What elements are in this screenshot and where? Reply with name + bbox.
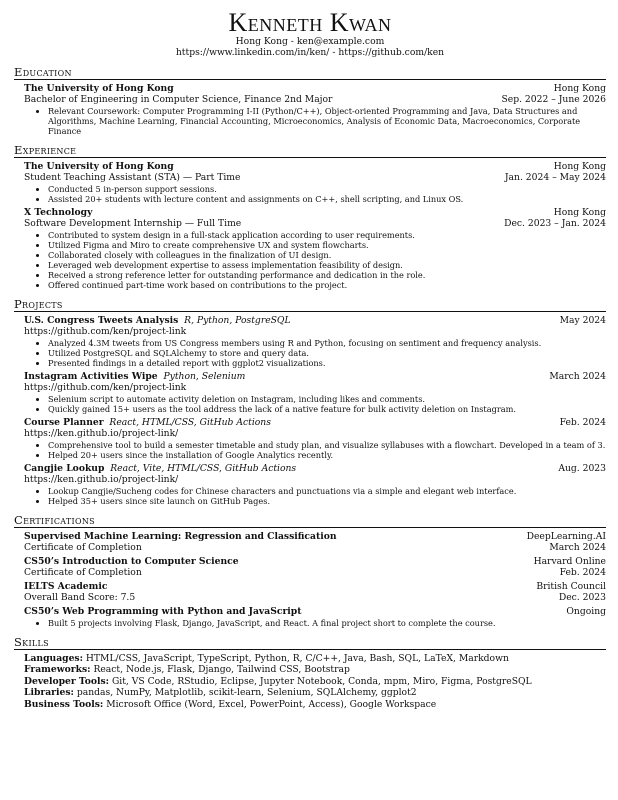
project-name: U.S. Congress Tweets Analysis bbox=[24, 315, 179, 326]
section-title-education: Education bbox=[14, 66, 606, 80]
resume-header bbox=[14, 10, 606, 58]
skill-line bbox=[24, 699, 606, 710]
certification-entry bbox=[14, 581, 606, 603]
candidate-name: Kenneth Kwan bbox=[228, 8, 392, 37]
project-link[interactable]: https://ken.github.io/project-link/ bbox=[24, 428, 179, 439]
experience-role: Student Teaching Assistant (STA) — Part Time bbox=[24, 172, 241, 183]
certification-bullet: • Built 5 projects involving Flask, Django, JavaScript, and React. A final project short to complete the course. bbox=[48, 618, 606, 628]
project-tech: React, Vite, HTML/CSS, GitHub Actions bbox=[110, 463, 297, 474]
skill-value: React, Node.js, Flask, Django, Tailwind CSS, Bootstrap bbox=[93, 664, 350, 676]
certification-date: Dec. 2023 bbox=[558, 592, 606, 603]
skills-section bbox=[14, 636, 606, 710]
links-line: https://www.linkedin.com/in/ken/ - https://github.com/ken bbox=[175, 47, 445, 58]
skill-label: Libraries: bbox=[24, 687, 74, 699]
experience-bullet: • Received a strong reference letter for outstanding performance and dedication in the role. bbox=[48, 270, 606, 280]
project-entry bbox=[14, 417, 606, 460]
project-bullet: • Helped 35+ users since site launch on GitHub Pages. bbox=[48, 496, 606, 506]
experience-bullet: • Contributed to system design in a full-stack application according to user requirements. bbox=[48, 230, 606, 240]
skill-line bbox=[24, 676, 606, 687]
project-bullet: • Quickly gained 15+ users as the tool address the lack of a native feature for bulk activity deletion on Instagram. bbox=[48, 404, 606, 414]
project-date: Aug. 2023 bbox=[558, 463, 606, 474]
certification-detail: Certificate of Completion bbox=[24, 542, 142, 553]
experience-location: Hong Kong bbox=[553, 161, 606, 172]
school-name: The University of Hong Kong bbox=[24, 83, 174, 94]
certification-detail: Certificate of Completion bbox=[24, 567, 142, 578]
certification-date: March 2024 bbox=[549, 542, 606, 553]
education-section bbox=[14, 66, 606, 136]
project-name: Instagram Activities Wipe bbox=[24, 371, 158, 382]
certification-issuer: DeepLearning.AI bbox=[526, 531, 606, 542]
experience-role: Software Development Internship — Full Time bbox=[24, 218, 242, 229]
section-title-projects: Projects bbox=[14, 298, 606, 312]
experience-bullet: • Conducted 5 in-person support sessions. bbox=[48, 184, 606, 194]
project-date: March 2024 bbox=[549, 371, 606, 382]
skill-value: pandas, NumPy, Matplotlib, scikit-learn, Selenium, SQLAlchemy, ggplot2 bbox=[76, 687, 417, 699]
experience-entry bbox=[14, 161, 606, 204]
skill-value: Microsoft Office (Word, Excel, PowerPoint, Access), Google Workspace bbox=[106, 698, 437, 710]
certification-status: Ongoing bbox=[566, 606, 606, 617]
skill-value: HTML/CSS, JavaScript, TypeScript, Python, R, C/C++, Java, Bash, SQL, LaTeX, Markdown bbox=[85, 653, 509, 664]
experience-dates: Dec. 2023 – Jan. 2024 bbox=[504, 218, 606, 229]
coursework: • Relevant Coursework: Computer Programming I-II (Python/C++), Object-oriented Programming and Java, Data Structures and Algorithms, Machine Learning, Financial Accounting, Microeconomics, Analysis of Economic Data, Macroeconomics, Corporate Finance bbox=[48, 106, 606, 136]
project-bullet: • Helped 20+ users since the installation of Google Analytics recently. bbox=[48, 450, 606, 460]
certification-name: CS50’s Web Programming with Python and JavaScript bbox=[24, 606, 302, 617]
certification-name: CS50’s Introduction to Computer Science bbox=[24, 556, 239, 567]
certifications-section bbox=[14, 514, 606, 628]
project-bullet: • Selenium script to automate activity deletion on Instagram, including likes and comments. bbox=[48, 394, 606, 404]
skill-label: Frameworks: bbox=[24, 664, 91, 676]
project-bullet: • Utilized PostgreSQL and SQLAlchemy to store and query data. bbox=[48, 348, 606, 358]
contact-line: Hong Kong - ken@example.com bbox=[235, 36, 385, 47]
section-title-certifications: Certifications bbox=[14, 514, 606, 528]
experience-bullet: • Offered continued part-time work based on contributions to the project. bbox=[48, 280, 606, 290]
project-name: Cangjie Lookup bbox=[24, 463, 105, 474]
project-date: May 2024 bbox=[559, 315, 606, 326]
certification-issuer: British Council bbox=[536, 581, 606, 592]
certification-issuer: Harvard Online bbox=[533, 556, 606, 567]
project-bullet: • Comprehensive tool to build a semester timetable and study plan, and visualize syllabuses with a flowchart. Developed in a team of 3. bbox=[48, 440, 606, 450]
certification-detail: Overall Band Score: 7.5 bbox=[24, 592, 136, 603]
certification-date: Feb. 2024 bbox=[559, 567, 606, 578]
skill-label: Business Tools: bbox=[24, 698, 104, 710]
skill-label: Languages: bbox=[24, 653, 83, 664]
project-tech: R, Python, PostgreSQL bbox=[184, 315, 291, 326]
education-dates: Sep. 2022 – June 2026 bbox=[501, 94, 606, 105]
project-entry bbox=[14, 315, 606, 368]
project-entry bbox=[14, 463, 606, 506]
experience-org: The University of Hong Kong bbox=[24, 161, 174, 172]
skill-label: Developer Tools: bbox=[24, 675, 110, 687]
degree: Bachelor of Engineering in Computer Science, Finance 2nd Major bbox=[24, 94, 333, 105]
certification-name: IELTS Academic bbox=[24, 581, 108, 592]
experience-dates: Jan. 2024 – May 2024 bbox=[504, 172, 606, 183]
project-link[interactable]: https://ken.github.io/project-link/ bbox=[24, 474, 179, 485]
certification-entry bbox=[14, 556, 606, 578]
project-tech: Python, Selenium bbox=[163, 371, 246, 382]
experience-bullet: • Assisted 20+ students with lecture content and assignments on C++, shell scripting, and Linux OS. bbox=[48, 194, 606, 204]
experience-org: X Technology bbox=[24, 207, 93, 218]
project-entry bbox=[14, 371, 606, 414]
project-bullet: • Presented findings in a detailed report with ggplot2 visualizations. bbox=[48, 358, 606, 368]
resume-page bbox=[14, 10, 606, 710]
project-link[interactable]: https://github.com/ken/project-link bbox=[24, 326, 187, 337]
certification-entry bbox=[14, 606, 606, 628]
skills-list bbox=[14, 653, 606, 710]
section-title-skills: Skills bbox=[14, 636, 606, 650]
experience-bullet: • Leveraged web development expertise to assess implementation feasibility of design. bbox=[48, 260, 606, 270]
experience-entry bbox=[14, 207, 606, 290]
skill-line bbox=[24, 687, 606, 698]
project-bullet: • Analyzed 4.3M tweets from US Congress members using R and Python, focusing on sentiment and frequency analysis. bbox=[48, 338, 606, 348]
section-title-experience: Experience bbox=[14, 144, 606, 158]
projects-section bbox=[14, 298, 606, 506]
project-tech: React, HTML/CSS, GitHub Actions bbox=[109, 417, 271, 428]
certification-name: Supervised Machine Learning: Regression and Classification bbox=[24, 531, 337, 542]
skill-value: Git, VS Code, RStudio, Eclipse, Jupyter Notebook, Conda, mpm, Miro, Figma, PostgreSQL bbox=[111, 675, 532, 687]
project-name: Course Planner bbox=[24, 417, 104, 428]
experience-location: Hong Kong bbox=[553, 207, 606, 218]
project-bullet: • Lookup Cangjie/Sucheng codes for Chinese characters and punctuations via a simple and elegant web interface. bbox=[48, 486, 606, 496]
project-link[interactable]: https://github.com/ken/project-link bbox=[24, 382, 187, 393]
project-date: Feb. 2024 bbox=[559, 417, 606, 428]
certification-entry bbox=[14, 531, 606, 553]
skill-line bbox=[24, 653, 606, 664]
education-entry bbox=[14, 83, 606, 136]
experience-section bbox=[14, 144, 606, 290]
experience-bullet: • Utilized Figma and Miro to create comprehensive UX and system flowcharts. bbox=[48, 240, 606, 250]
skill-line bbox=[24, 664, 606, 675]
experience-bullet: • Collaborated closely with colleagues in the finalization of UI design. bbox=[48, 250, 606, 260]
school-location: Hong Kong bbox=[553, 83, 606, 94]
